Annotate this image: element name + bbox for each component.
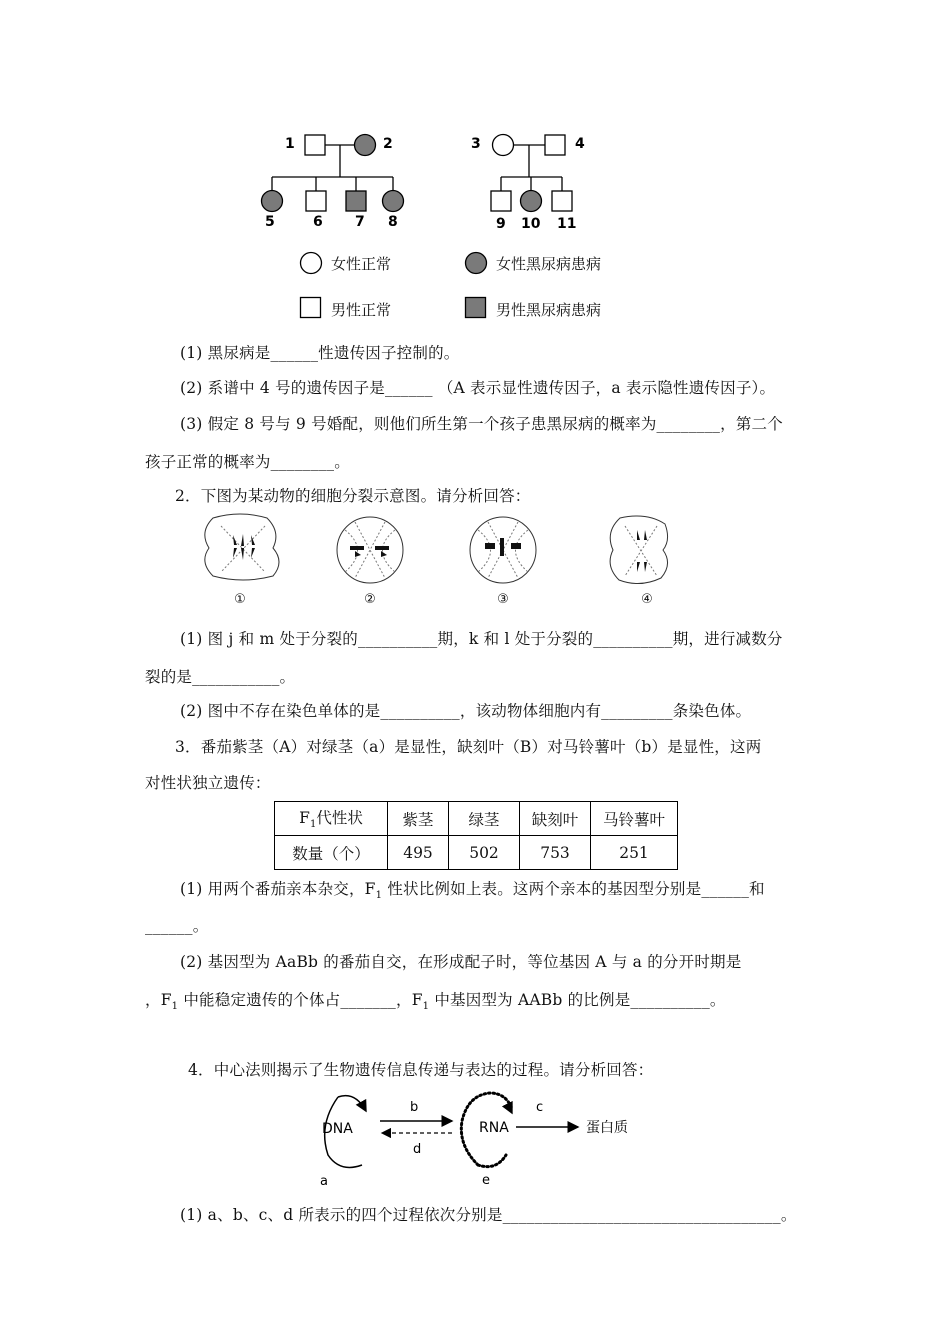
individual-7-male-affected [346,191,366,211]
label-4: 4 [575,136,585,152]
individual-2-female-affected [355,135,376,156]
central-dogma-diagram [310,1085,650,1190]
table-cell: 753 [520,836,591,870]
cell-division-figures [195,510,675,610]
q2-title: 2．下图为某动物的细胞分裂示意图。请分析回答： [175,487,531,505]
cell-label-2: ② [364,592,376,607]
legend-female-normal: 女性正常 [331,255,392,273]
q2-line-1: (1) 图 j 和 m 处于分裂的__________期，k 和 l 处于分裂的__________期，进行减数分 [180,630,783,648]
q1-line-1: (1) 黑尿病是______性遗传因子控制的。 [180,344,460,362]
q1-line-4: 孩子正常的概率为________。 [145,453,350,471]
q2-line-3: (2) 图中不存在染色单体的是__________，该动物体细胞内有_________条染色体。 [180,702,752,720]
label-8: 8 [388,214,398,230]
individual-10-female-affected [521,191,542,212]
q1-line-2: (2) 系谱中 4 号的遗传因子是______ （A 表示显性遗传因子，a 表示隐性遗传因子）。 [180,379,776,397]
q4-line-1: (1) a、b、c、d 所表示的四个过程依次分别是___________________________________。 [180,1206,797,1224]
dna-label: DNA [322,1121,353,1137]
table-cell: 495 [388,836,449,870]
cell-label-4: ④ [641,592,653,607]
table-row [275,836,678,870]
process-c-label: c [536,1100,544,1115]
table-header-cell: $F_1$代性状 [275,802,388,836]
individual-11-male [552,191,572,211]
process-b-label: b [410,1100,419,1115]
q3-line-2: ______。 [145,917,209,935]
f1-traits-table [274,801,678,870]
legend-female-affected: 女性黑尿病患病 [496,255,602,273]
legend-female-normal-symbol [299,251,323,275]
q2-line-2: 裂的是___________。 [145,668,296,686]
individual-1-male [305,135,325,155]
legend-male-normal: 男性正常 [331,301,392,319]
q1-line-3: (3) 假定 8 号与 9 号婚配，则他们所生第一个孩子患黑尿病的概率为________，第二个 [180,415,783,433]
legend-male-normal-symbol [299,296,323,320]
legend-male-affected: 男性黑尿病患病 [496,301,602,319]
label-7: 7 [355,214,365,230]
individual-3-female [493,135,514,156]
q3-line-3: (2) 基因型为 AaBb 的番茄自交，在形成配子时，等位基因 A 与 a 的分开时期是 [180,953,742,971]
process-a-label: a [320,1174,328,1189]
cell-label-1: ① [234,592,246,607]
legend-female-affected-symbol [464,251,488,275]
label-6: 6 [313,214,323,230]
individual-4-male [545,135,565,155]
individual-8-female-affected [383,191,404,212]
individual-5-female-affected [262,191,283,212]
label-3: 3 [471,136,481,152]
label-10: 10 [521,216,541,232]
label-9: 9 [496,216,506,232]
q3-line-4: ，$F_1$ 中能稳定遗传的个体占_______，$F_1$ 中基因型为 AABb 的比例是__________。 [145,991,726,1013]
table-header-cell: 缺刻叶 [520,802,591,836]
process-d-label: d [413,1142,422,1157]
individual-6-male [306,191,326,211]
table-cell: 502 [449,836,520,870]
table-header-cell: 马铃薯叶 [591,802,678,836]
pedigree-diagram [255,125,595,235]
table-header-cell: 绿茎 [449,802,520,836]
table-cell: 数量（个） [275,836,388,870]
label-2: 2 [383,136,393,152]
q3-line-1: (1) 用两个番茄亲本杂交，$F_1$ 性状比例如上表。这两个亲本的基因型分别是______和 [180,880,765,902]
q3-title-1: 3．番茄紫茎（A）对绿茎（a）是显性，缺刻叶（B）对马铃薯叶（b）是显性，这两 [175,738,762,756]
label-5: 5 [265,214,275,230]
q3-title-2: 对性状独立遗传： [145,774,271,792]
rna-label: RNA [479,1120,509,1136]
cell-label-3: ③ [497,592,509,607]
process-e-label: e [482,1173,490,1188]
legend-male-affected-symbol [464,296,488,320]
table-header-cell: 紫茎 [388,802,449,836]
table-cell: 251 [591,836,678,870]
q4-title: 4．中心法则揭示了生物遗传信息传递与表达的过程。请分析回答： [188,1061,654,1079]
protein-label: 蛋白质 [586,1120,628,1136]
label-11: 11 [557,216,577,232]
individual-9-male [491,191,511,211]
label-1: 1 [285,136,295,152]
table-header-row [275,802,678,836]
